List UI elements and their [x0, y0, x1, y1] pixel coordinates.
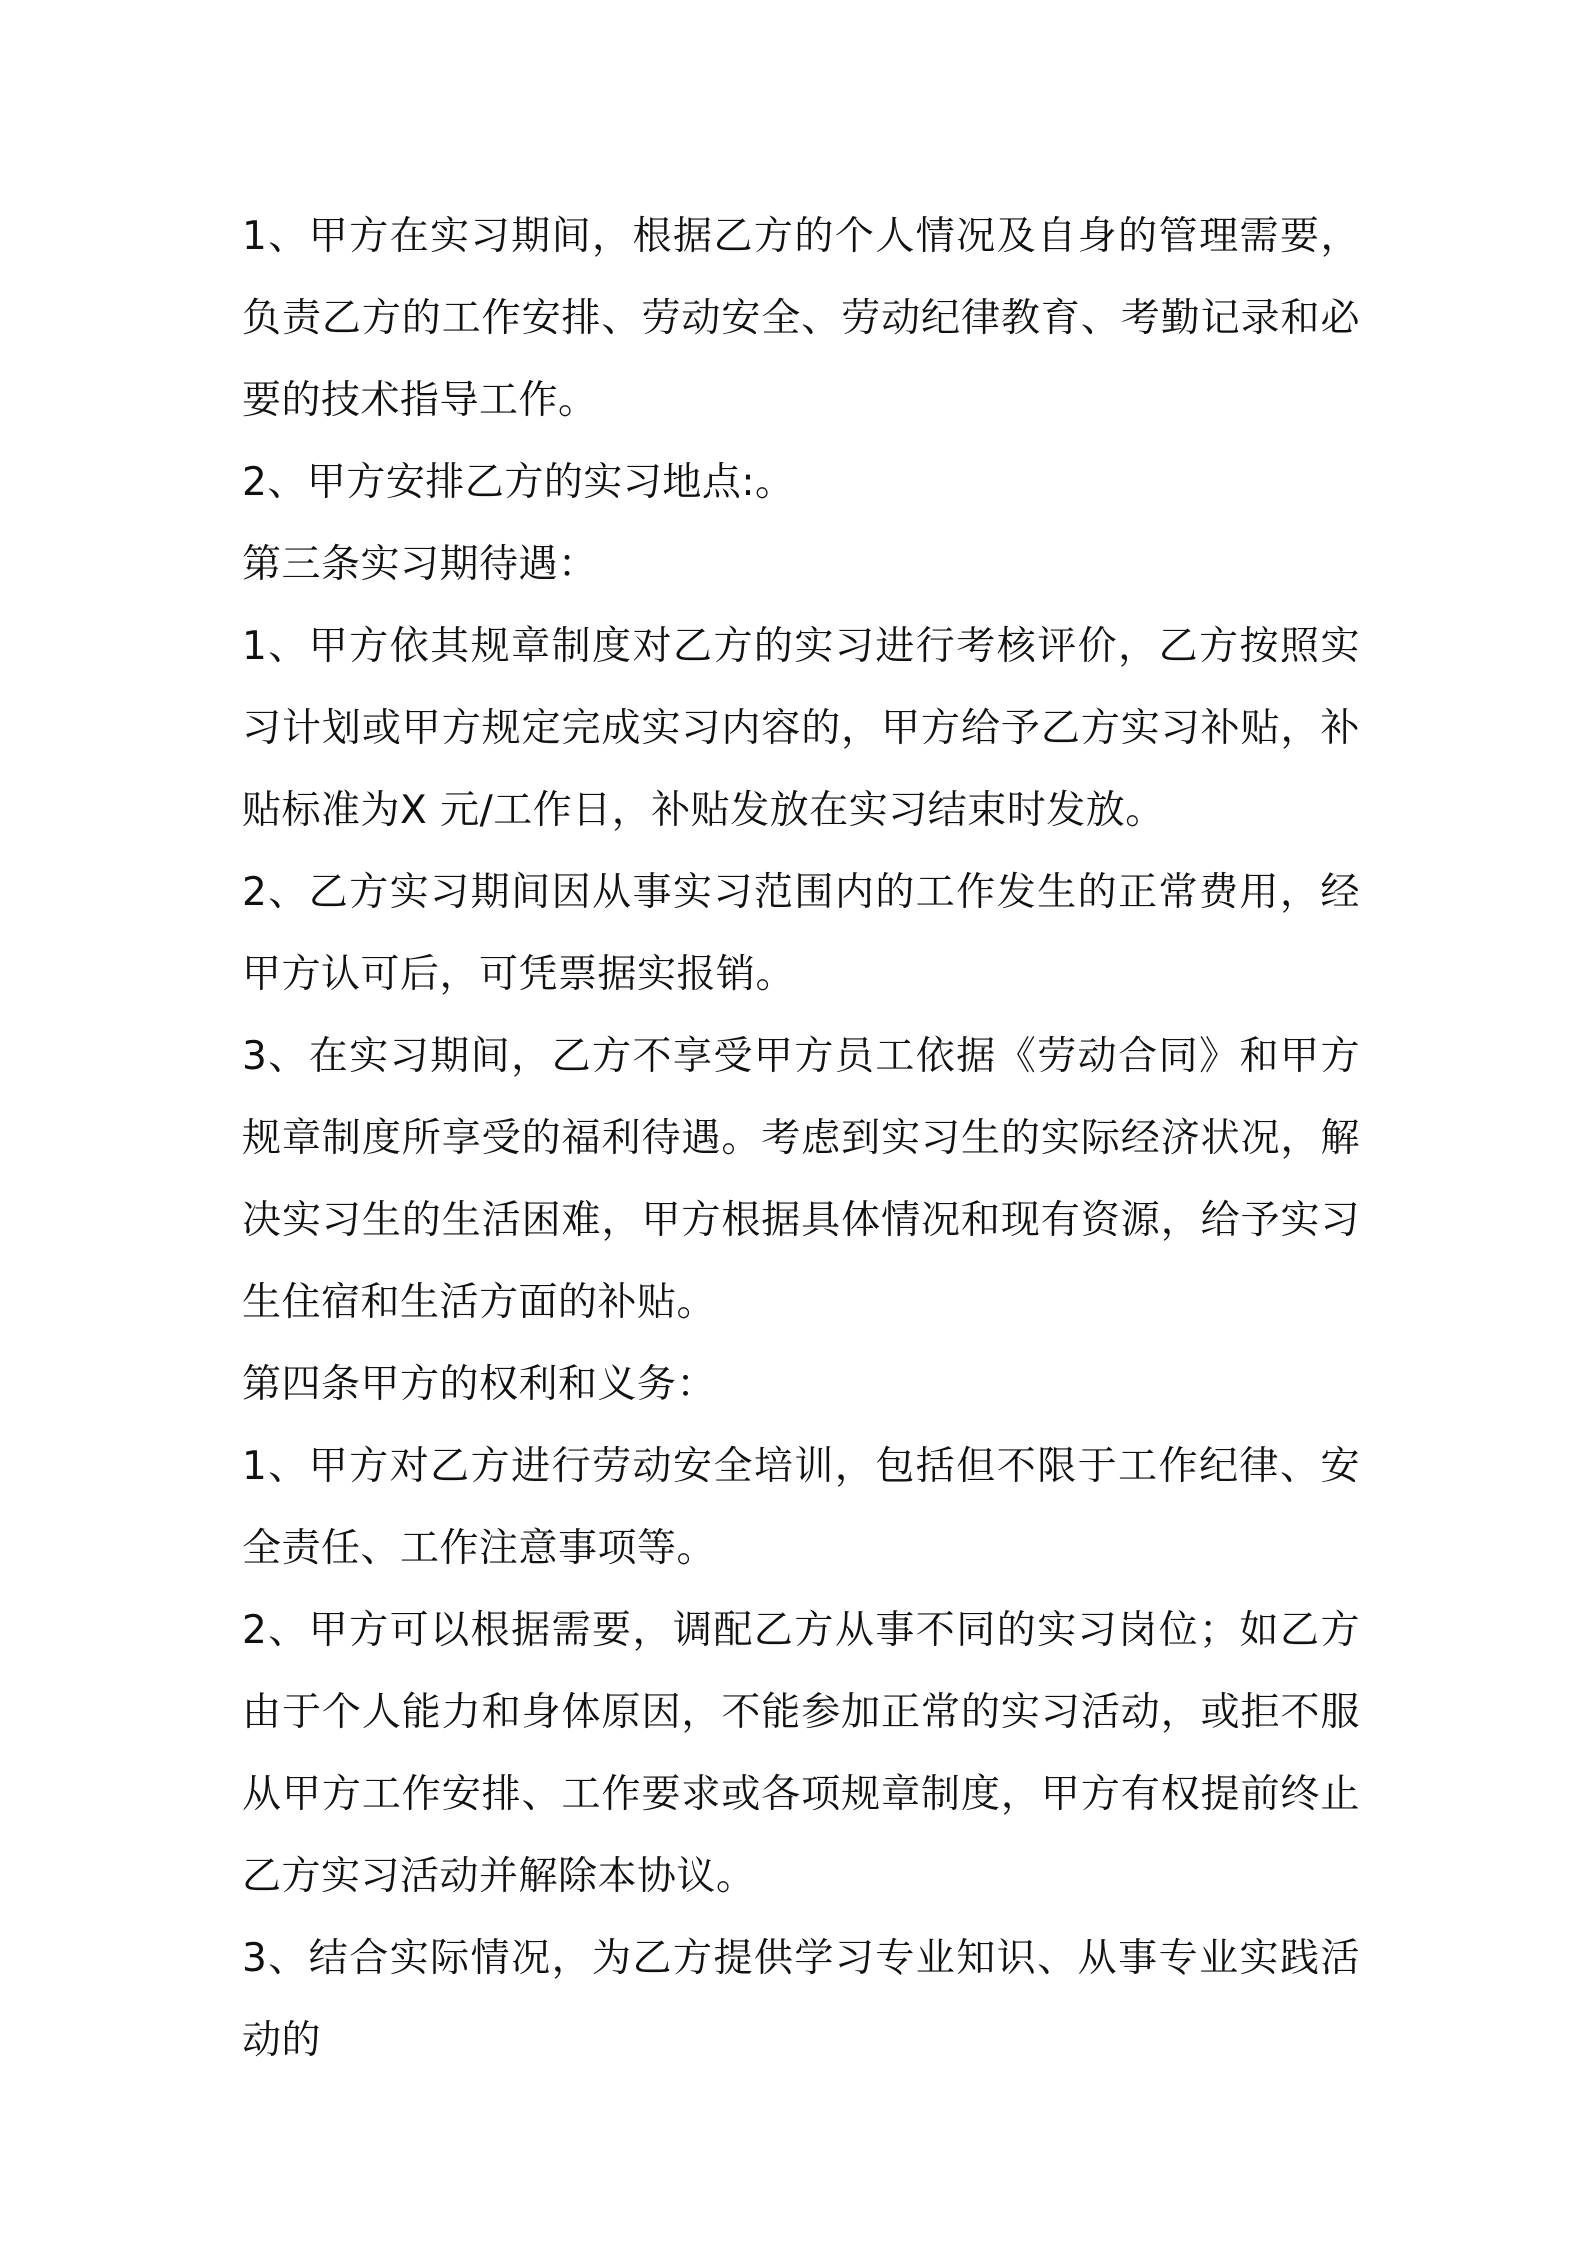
paragraph-2: 2、甲方安排乙方的实习地点:。: [242, 460, 795, 505]
paragraph-9: 2、甲方可以根据需要，调配乙方从事不同的实习岗位；如乙方由于个人能力和身体原因，不能参加正常的实习活动，或拒不服从甲方工作安排、工作要求或各项规章制度，甲方有权提前终止乙方实习活动并解除本协议。: [242, 1608, 1360, 1899]
paragraph-6: 3、在实习期间，乙方不享受甲方员工依据《劳动合同》和甲方规章制度所享受的福利待遇。考虑到实习生的实际经济状况，解决实习生的生活困难，甲方根据具体情况和现有资源，给予实习生住宿和生活方面的补贴。: [242, 1034, 1360, 1325]
paragraph-8: 1、甲方对乙方进行劳动安全培训，包括但不限于工作纪律、安全责任、工作注意事项等。: [242, 1444, 1360, 1571]
paragraph-4: 1、甲方依其规章制度对乙方的实习进行考核评价，乙方按照实习计划或甲方规定完成实习内容的，甲方给予乙方实习补贴，补贴标准为X 元/工作日，补贴发放在实习结束时发放。: [242, 624, 1360, 833]
paragraph-1: 1、甲方在实习期间，根据乙方的个人情况及自身的管理需要，负责乙方的工作安排、劳动安全、劳动纪律教育、考勤记录和必要的技术指导工作。: [242, 214, 1360, 423]
paragraph-5: 2、乙方实习期间因从事实习范围内的工作发生的正常费用，经甲方认可后，可凭票据实报销。: [242, 870, 1360, 997]
paragraph-10: 3、结合实际情况，为乙方提供学习专业知识、从事专业实践活动的: [242, 1936, 1360, 2063]
document-body: [242, 196, 1360, 2082]
section-heading-3: 第三条实习期待遇：: [242, 542, 598, 587]
section-heading-4: 第四条甲方的权利和义务：: [242, 1362, 717, 1407]
